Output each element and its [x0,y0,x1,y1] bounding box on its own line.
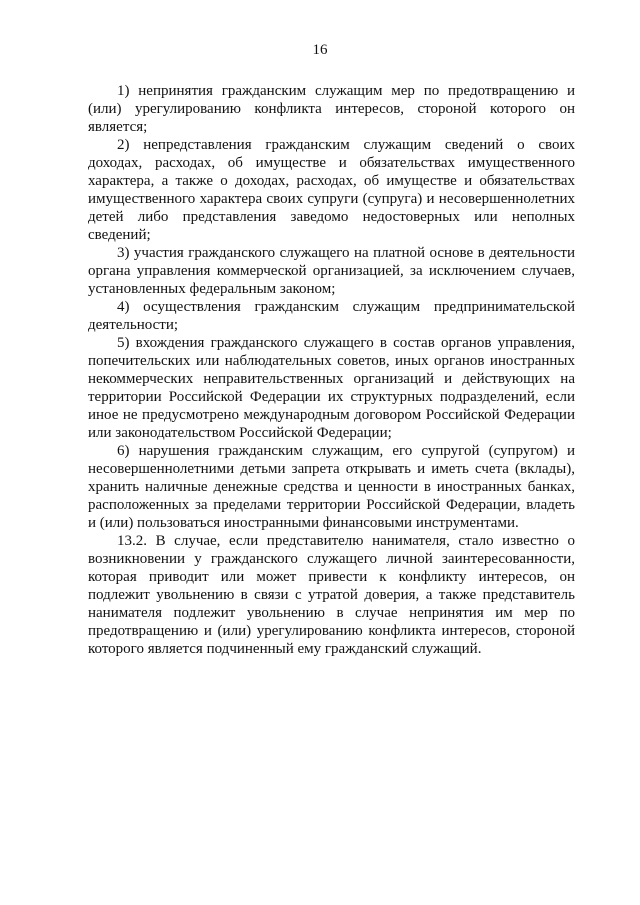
text-line: доходах, расходах, об имуществе и обязательствах имущественного [88,155,575,171]
text-line: 1) непринятия гражданским служащим мер по предотвращению и [117,83,575,99]
text-line: некоммерческих неправительственных организаций и действующих на [88,371,575,387]
text-line: возникновении у гражданского служащего личной заинтересованности, [88,551,575,567]
text-line: деятельности; [88,317,179,333]
text-line: детей либо представления заведомо недостоверных или неполных [88,209,575,225]
text-line: и (или) пользоваться иностранными финансовыми инструментами. [88,515,519,531]
text-line: 5) вхождения гражданского служащего в состав органов управления, [117,335,575,351]
text-line: 13.2. В случае, если представителю нанимателя, стало известно о [117,533,575,549]
text-line: территории Российской Федерации их структурных подразделений, если [88,389,575,405]
text-line: 3) участия гражданского служащего на платной основе в деятельности [117,245,575,261]
text-line: 2) непредставления гражданским служащим сведений о своих [117,137,575,153]
text-line: иное не предусмотрено международным договором Российской Федерации [88,407,575,423]
text-line: или законодательством Российской Федерации; [88,425,392,441]
text-line: органа управления коммерческой организацией, за исключением случаев, [88,263,575,279]
text-line: характера, а также о доходах, расходах, об имуществе и обязательствах [88,173,575,189]
text-line: которая приводит или может привести к конфликту интересов, он [88,569,575,585]
text-line: имущественного характера своих супруги (супруга) и несовершеннолетних [88,191,575,207]
text-line: попечительских или наблюдательных советов, иных органов иностранных [88,353,575,369]
text-line: установленных федеральным законом; [88,281,336,297]
text-line: 4) осуществления гражданским служащим предпринимательской [117,299,575,315]
text-line: подлежит увольнению в связи с утратой доверия, а также представитель [88,587,575,603]
text-line: хранить наличные денежные средства и ценности в иностранных банках, [88,479,575,495]
text-line: предотвращению и (или) урегулированию конфликта интересов, стороной [88,623,575,639]
text-line: расположенных за пределами территории Российской Федерации, владеть [88,497,575,513]
page-number: 16 [312,42,328,58]
text-line: которого является подчиненный ему гражданский служащий. [88,641,482,657]
text-line: является; [88,119,148,135]
text-line: несовершеннолетними детьми запрета открывать и иметь счета (вклады), [88,461,575,477]
text-line: (или) урегулированию конфликта интересов, стороной которого он [88,101,575,117]
text-line: нанимателя подлежит увольнению в случае непринятия им мер по [88,605,575,621]
text-line: сведений; [88,227,151,243]
text-line: 6) нарушения гражданским служащим, его супругой (супругом) и [117,443,575,459]
